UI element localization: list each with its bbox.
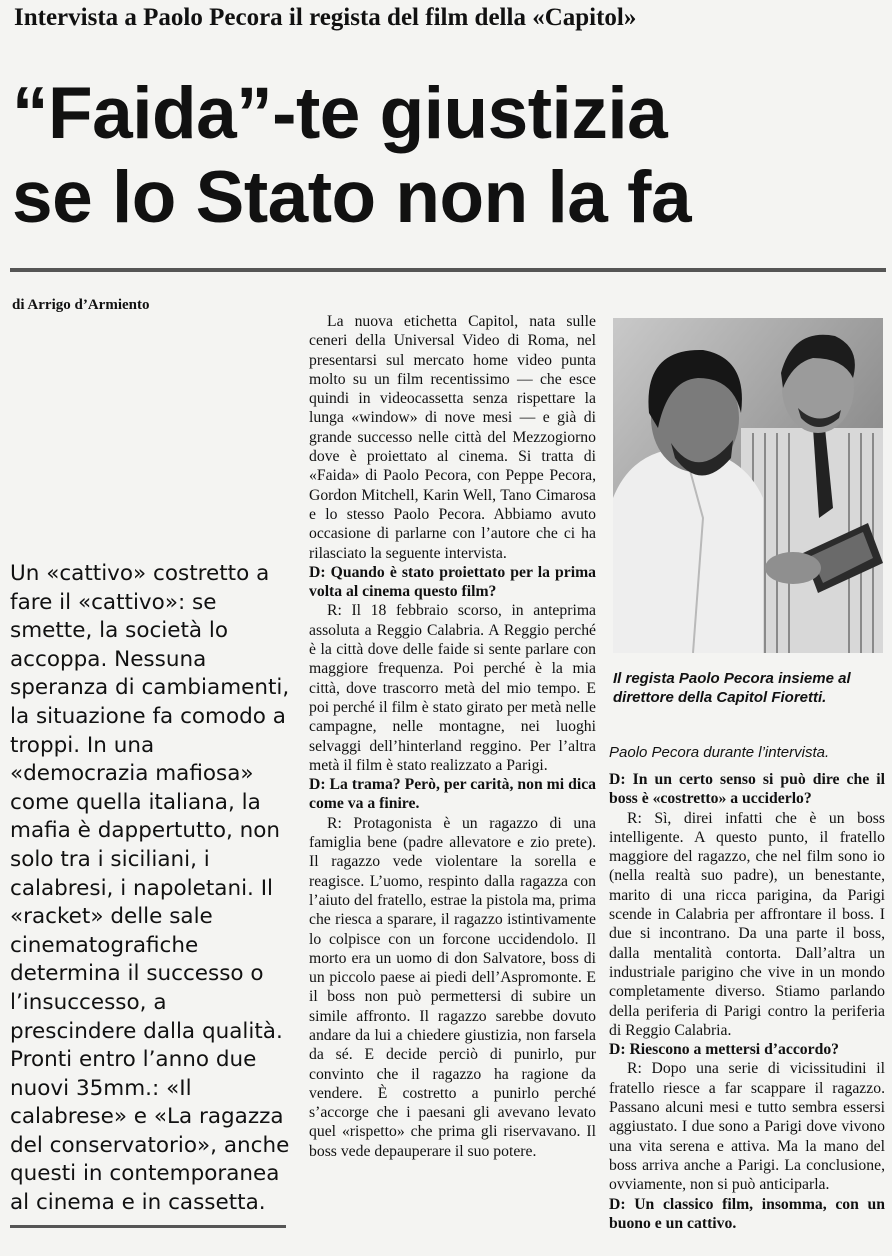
- question-1: D: Quando è stato proiettato per la prima volta al cinema questo film?: [309, 563, 596, 601]
- article-column-right: [609, 770, 885, 1233]
- question-2: D: La trama? Però, per carità, non mi dica come va a finire.: [309, 776, 596, 813]
- answer-2: R: Protagonista è un ragazzo di una famiglia bene (padre allevatore e zio prete). Il ragazzo vede violentare la sorella e reagisce. L’uomo, respinto dalla ragazza con l’aiuto del fratello, estrae la pistola ma, prima che riesca a sparare, il ragazzo istintivamente lo colpisce con un forcone uccidendolo. Il morto era un uomo di don Salvatore, boss di un piccolo paese ai piedi dell’Aspromonte. E il boss non può permettersi di subire un simile affronto. Il ragazzo sarebbe dovuto andare da lui a chiedere giustizia, non farsela da sé. E decide perciò di punirlo, pur convinto che il ragazzo ha ragione da vendere. È costretto a punirlo perché s’accorge che i paesani gli avevano levato quel «rispetto» che prima gli riservavano. Il boss vede depauperare il suo potere.: [309, 814, 596, 1160]
- headline-line-2: se lo Stato non la fa: [12, 157, 692, 238]
- photo-caption-2: Paolo Pecora durante l’intervista.: [609, 744, 830, 761]
- intro-paragraph: La nuova etichetta Capitol, nata sulle ceneri della Universal Video di Roma, nel presentarsi sul mercato home video punta molto su un film recentissimo — che esce quindi in videocassetta senza rispettare la lunga «window» di nove mesi — e già di grande successo nelle città del Mezzogiorno dove è proiettato al cinema. Si tratta di «Faida» di Paolo Pecora, con Peppe Pecora, Gordon Mitchell, Karin Well, Tano Cimarosa e lo stesso Paolo Pecora. Abbiamo avuto occasione di parlarne con l’autore che ci ha rilasciato la seguente intervista.: [309, 313, 596, 562]
- question-3: D: In un certo senso si può dire che il boss è «costretto» a ucciderlo?: [609, 771, 885, 808]
- photo-caption-1: Il regista Paolo Pecora insieme al direttore della Capitol Fioretti.: [613, 670, 851, 706]
- question-4: D: Riescono a mettersi d’accordo?: [609, 1041, 840, 1059]
- answer-1: R: Il 18 febbraio scorso, in anteprima assoluta a Reggio Calabria. A Reggio perché è la città dove delle faide si sente parlare con maggiore frequenza. Poi perché è la mia città, dove trascorro metà del mio tempo. E poi perché il film è stato girato per metà nelle campagne, nelle montagne, nei luoghi selvaggi dell’hinterland reggino. Per l’altra metà il film è stato realizzato a Parigi.: [309, 602, 596, 774]
- lead-paragraph: Un «cattivo» costretto a fare il «cattivo»: se smette, la società lo accoppa. Nessuna speranza di cambiamenti, la situazione fa comodo a troppi. In una «democrazia mafiosa» come quella italiana, la mafia è dappertutto, non solo tra i siciliani, i calabresi, i napoletani. Il «racket» delle sale cinematografiche determina il successo o l’insuccesso, a prescindere dalla qualità. Pronti entro l’anno due nuovi 35mm.: «Il calabrese» e «La ragazza del conservatorio», anche questi in contemporanea al cinema e in cassetta.: [10, 561, 290, 1216]
- lead-rule: [10, 1225, 286, 1228]
- answer-4: R: Dopo una serie di vicissitudini il fratello riesce a far scappare il ragazzo. Passano alcuni mesi e tutto sembra essersi aggiustato. I due sono a Parigi dove vivono una vita serena e attiva. Ma la mano del boss arriva anche a Parigi. La conclusione, ovviamente, non si può anticiparla.: [609, 1060, 885, 1194]
- interview-photo: [613, 318, 883, 653]
- headline: [12, 72, 691, 240]
- kicker: Intervista a Paolo Pecora il regista del film della «Capitol»: [14, 4, 637, 31]
- question-5: D: Un classico film, insomma, con un buono e un cattivo.: [609, 1195, 885, 1232]
- photo-illustration: [613, 318, 883, 653]
- article-column-middle: [309, 312, 596, 1161]
- headline-line-1: “Faida”-te giustizia: [12, 73, 668, 154]
- byline: di Arrigo d’Armiento: [12, 297, 150, 313]
- answer-3: R: Sì, direi infatti che è un boss intelligente. A questo punto, il fratello maggiore del ragazzo, che nel film sono io (nella realtà suo padre), un benestante, marito di una ricca parigina, da Parigi scende in Calabria per affrontare il boss. I due si incontrano. Da una parte il boss, dalla mentalità contorta. Dall’altra un industriale parigino che vive in un mondo completamente diverso. Stiamo parlando della periferia di Parigi contro la periferia di Reggio Calabria.: [609, 809, 885, 1039]
- headline-rule: [10, 268, 886, 272]
